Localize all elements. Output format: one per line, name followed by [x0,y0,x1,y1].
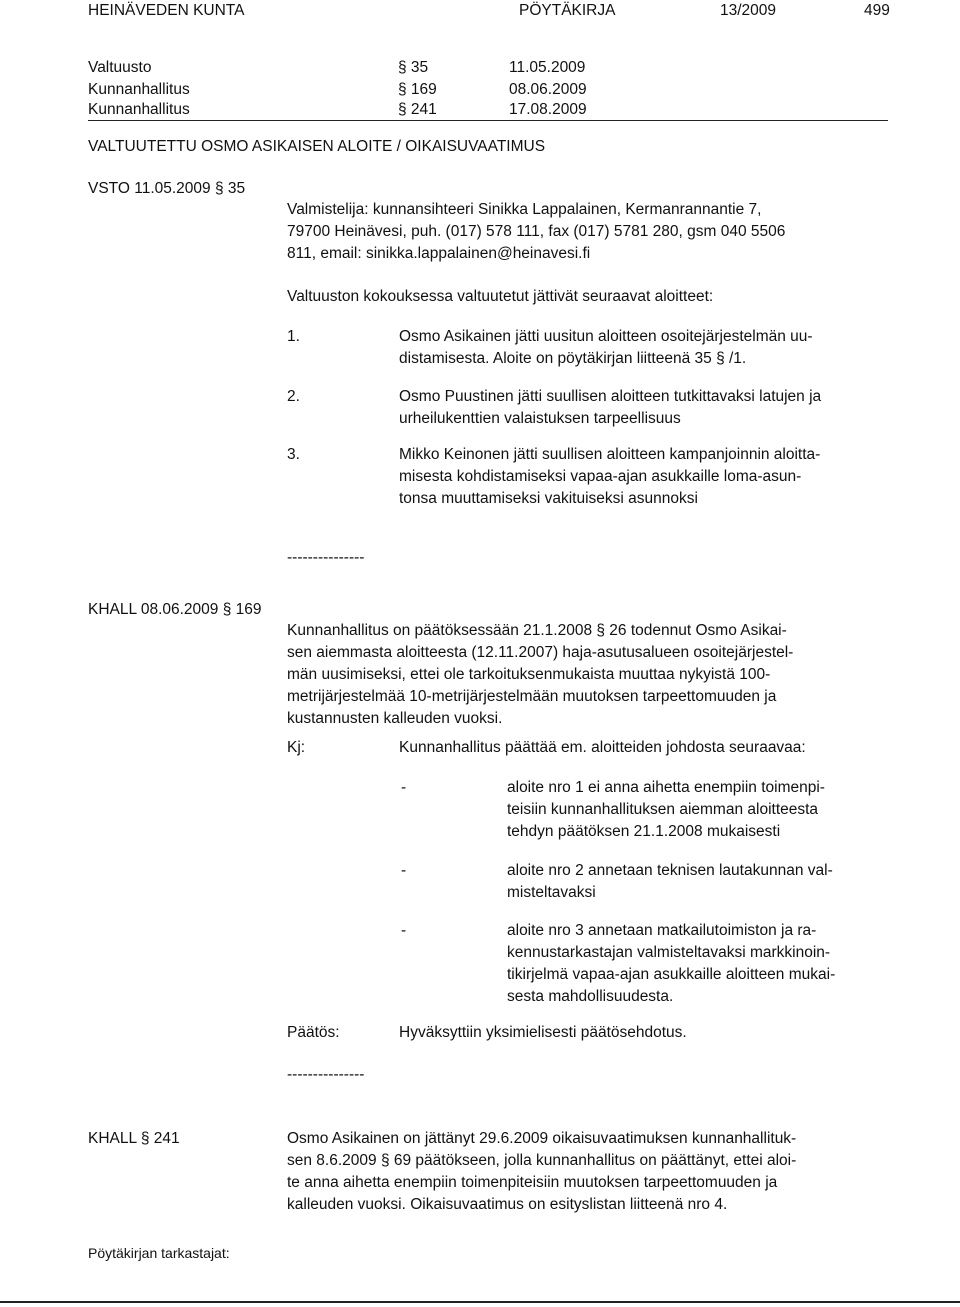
document-type: PÖYTÄKIRJA [519,2,616,19]
khall-241-paragraph [287,1128,796,1216]
paragraph-line: Kunnanhallitus on päätöksessään 21.1.2008 § 26 todennut Osmo Asikai- [287,622,787,639]
paragraph-line: sen 8.6.2009 § 69 päätökseen, jolla kunnanhallitus on päättänyt, ettei aloi- [287,1152,797,1169]
list-item-line: misteltavaksi [507,884,596,901]
bullet-dash: - [401,862,407,879]
list-item-line: Osmo Puustinen jätti suullisen aloitteen tutkittavaksi latujen ja [399,388,822,405]
paragraph-line: män uusimiseksi, ettei ole tarkoituksenmukaista muuttaa nykyistä 100- [287,666,771,683]
khall-241-label: KHALL § 241 [88,1130,180,1147]
khall-169-label: KHALL 08.06.2009 § 169 [88,601,262,618]
meta-date: 17.08.2009 [509,101,587,118]
meta-section: § 35 [398,59,429,76]
list-item [399,386,821,430]
paragraph-line: metrijärjestelmää 10-metrijärjestelmään muutoksen tarpeettomuuden ja [287,688,777,705]
initiative-number: 3. [287,446,300,463]
khall-169-paragraph [287,620,793,730]
issue-number: 13/2009 [720,2,777,19]
initiative-number: 1. [287,328,300,345]
paragraph-line: sen aiemmasta aloitteesta (12.11.2007) haja-asutusalueen osoitejärjestel- [287,644,794,661]
list-item-line: misesta kohdistamiseksi vapaa-ajan asukkaille loma-asun- [399,468,802,485]
paragraph-line: Osmo Asikainen on jättänyt 29.6.2009 oikaisuvaatimuksen kunnanhallituk- [287,1130,797,1147]
list-item [507,777,825,843]
meta-body: Valtuusto [88,59,152,76]
preparer-info [287,199,785,265]
preparer-line: 811, email: sinikka.lappalainen@heinavesi.fi [287,245,591,262]
bullet-dash: - [401,922,407,939]
decision-label: Päätös: [287,1024,340,1041]
decision-text: Hyväksyttiin yksimielisesti päätösehdotus. [399,1024,687,1041]
kj-label: Kj: [287,739,306,756]
preparer-line: Valmistelija: kunnansihteeri Sinikka Lappalainen, Kermanrannantie 7, [287,201,762,218]
section-separator: --------------- [287,549,365,566]
list-item [507,920,835,1008]
meta-underline [88,120,888,121]
list-item-line: tonsa muuttamiseksi vakituiseksi asunnoksi [399,490,698,507]
meta-date: 08.06.2009 [509,81,587,98]
page-title: VALTUUTETTU OSMO ASIKAISEN ALOITE / OIKAISUVAATIMUS [88,138,546,155]
list-item-line: aloite nro 1 ei anna aihetta enempiin toimenpi- [507,779,825,796]
meta-section: § 241 [398,101,437,118]
checkers-label: Pöytäkirjan tarkastajat: [88,1245,230,1261]
footer-rule [0,1301,960,1303]
vsto-label: VSTO 11.05.2009 § 35 [88,180,246,197]
meta-body: Kunnanhallitus [88,101,190,118]
list-item-line: urheilukenttien valaistuksen tarpeellisuus [399,410,681,427]
list-item-line: aloite nro 3 annetaan matkailutoimiston ja ra- [507,922,817,939]
list-item [399,444,820,510]
list-item [399,326,813,370]
list-item-line: distamisesta. Aloite on pöytäkirjan liitteenä 35 § /1. [399,350,747,367]
initiatives-intro: Valtuuston kokouksessa valtuutetut jättivät seuraavat aloitteet: [287,288,714,305]
paragraph-line: kalleuden vuoksi. Oikaisuvaatimus on esityslistan liitteenä nro 4. [287,1196,728,1213]
meta-date: 11.05.2009 [509,59,586,76]
list-item-line: tikirjelmä vapaa-ajan asukkaille aloitteen mukai- [507,966,836,983]
kj-proposal: Kunnanhallitus päättää em. aloitteiden johdosta seuraavaa: [399,739,806,756]
list-item [507,860,833,904]
page-number: 499 [864,2,890,19]
paragraph-line: kustannusten kalleuden vuoksi. [287,710,503,727]
preparer-line: 79700 Heinävesi, puh. (017) 578 111, fax (017) 5781 280, gsm 040 5506 [287,223,786,240]
section-separator: --------------- [287,1066,365,1083]
list-item-line: aloite nro 2 annetaan teknisen lautakunnan val- [507,862,833,879]
paragraph-line: te anna aihetta enempiin toimenpiteisiin muutoksen tarpeettomuuden ja [287,1174,778,1191]
list-item-line: Mikko Keinonen jätti suullisen aloitteen kampanjoinnin aloitta- [399,446,821,463]
list-item-line: kennustarkastajan valmisteltavaksi markkinoin- [507,944,831,961]
list-item-line: Osmo Asikainen jätti uusitun aloitteen osoitejärjestelmän uu- [399,328,813,345]
list-item-line: teisiin kunnanhallituksen aiemman aloitteesta [507,801,819,818]
meta-section: § 169 [398,81,437,98]
list-item-line: sesta mahdollisuudesta. [507,988,674,1005]
bullet-dash: - [401,779,407,796]
list-item-line: tehdyn päätöksen 21.1.2008 mukaisesti [507,823,781,840]
municipality-name: HEINÄVEDEN KUNTA [88,2,245,19]
meta-body: Kunnanhallitus [88,81,190,98]
initiative-number: 2. [287,388,300,405]
